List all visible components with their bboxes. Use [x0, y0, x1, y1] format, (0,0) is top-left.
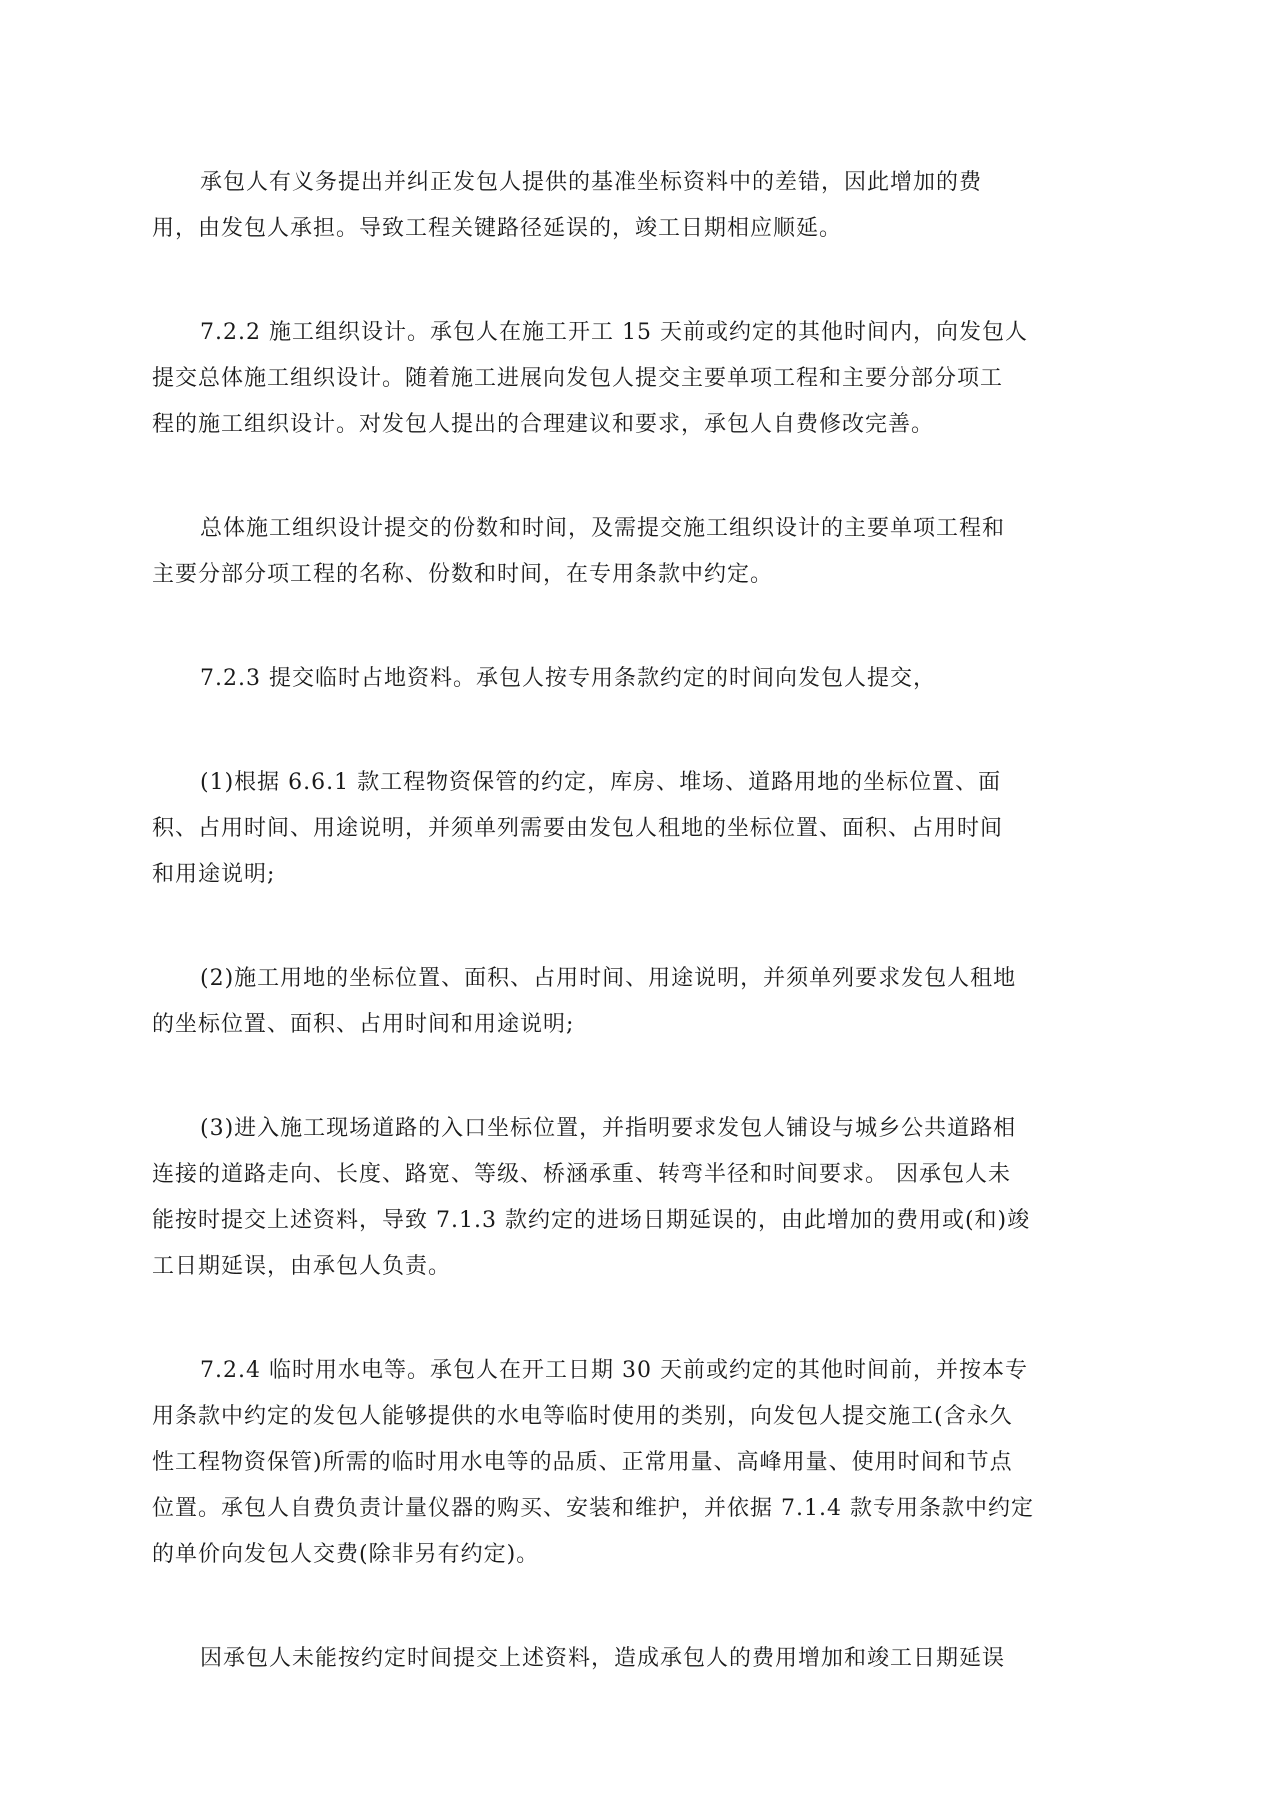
paragraph-7-2-2 [152, 310, 1132, 448]
text-line: (3)进入施工现场道路的入口坐标位置，并指明要求发包人铺设与城乡公共道路相 [200, 1116, 1017, 1141]
text-line: 程的施工组织设计。对发包人提出的合理建议和要求，承包人自费修改完善。 [152, 412, 935, 437]
text-line: (1)根据 6.6.1 款工程物资保管的约定，库房、堆场、道路用地的坐标位置、面 [200, 770, 1002, 795]
text-line: 连接的道路走向、长度、路宽、等级、桥涵承重、转弯半径和时间要求。 因承包人未 [152, 1162, 1011, 1187]
text-line: 积、占用时间、用途说明，并须单列需要由发包人租地的坐标位置、面积、占用时间 [152, 816, 1004, 841]
list-item-2 [152, 956, 1132, 1048]
text-line: 位置。承包人自费负责计量仪器的购买、安装和维护，并依据 7.1.4 款专用条款中约定 [152, 1496, 1034, 1521]
paragraph-7-2-3 [152, 656, 1132, 702]
text-line: 7.2.4 临时用水电等。承包人在开工日期 30 天前或约定的其他时间前，并按本专 [200, 1358, 1028, 1383]
text-line: 提交总体施工组织设计。随着施工进展向发包人提交主要单项工程和主要分部分项工 [152, 366, 1004, 391]
text-line: (2)施工用地的坐标位置、面积、占用时间、用途说明，并须单列要求发包人租地 [200, 966, 1017, 991]
text-line: 和用途说明; [152, 862, 276, 887]
paragraph-7-2-4 [152, 1348, 1132, 1578]
text-line: 因承包人未能按约定时间提交上述资料，造成承包人的费用增加和竣工日期延误 [200, 1646, 1006, 1671]
paragraph-3 [152, 506, 1132, 598]
text-line: 承包人有义务提出并纠正发包人提供的基准坐标资料中的差错，因此增加的费 [200, 170, 983, 195]
text-line: 的坐标位置、面积、占用时间和用途说明; [152, 1012, 575, 1037]
text-line: 总体施工组织设计提交的份数和时间，及需提交施工组织设计的主要单项工程和 [200, 516, 1006, 541]
text-line: 7.2.3 提交临时占地资料。承包人按专用条款约定的时间向发包人提交， [200, 666, 936, 691]
paragraph-last [152, 1636, 1132, 1682]
text-line: 7.2.2 施工组织设计。承包人在施工开工 15 天前或约定的其他时间内，向发包人 [200, 320, 1028, 345]
text-line: 主要分部分项工程的名称、份数和时间，在专用条款中约定。 [152, 562, 774, 587]
list-item-3 [152, 1106, 1132, 1290]
text-line: 的单价向发包人交费(除非另有约定)。 [152, 1542, 540, 1567]
list-item-1 [152, 760, 1132, 898]
text-line: 用，由发包人承担。导致工程关键路径延误的，竣工日期相应顺延。 [152, 216, 843, 241]
text-line: 用条款中约定的发包人能够提供的水电等临时使用的类别，向发包人提交施工(含永久 [152, 1404, 1013, 1429]
document-page [152, 160, 1132, 1740]
paragraph-1 [152, 160, 1132, 252]
text-line: 能按时提交上述资料，导致 7.1.3 款约定的进场日期延误的，由此增加的费用或(和)竣 [152, 1208, 1031, 1233]
text-line: 性工程物资保管)所需的临时用水电等的品质、正常用量、高峰用量、使用时间和节点 [152, 1450, 1013, 1475]
text-line: 工日期延误，由承包人负责。 [152, 1254, 452, 1279]
